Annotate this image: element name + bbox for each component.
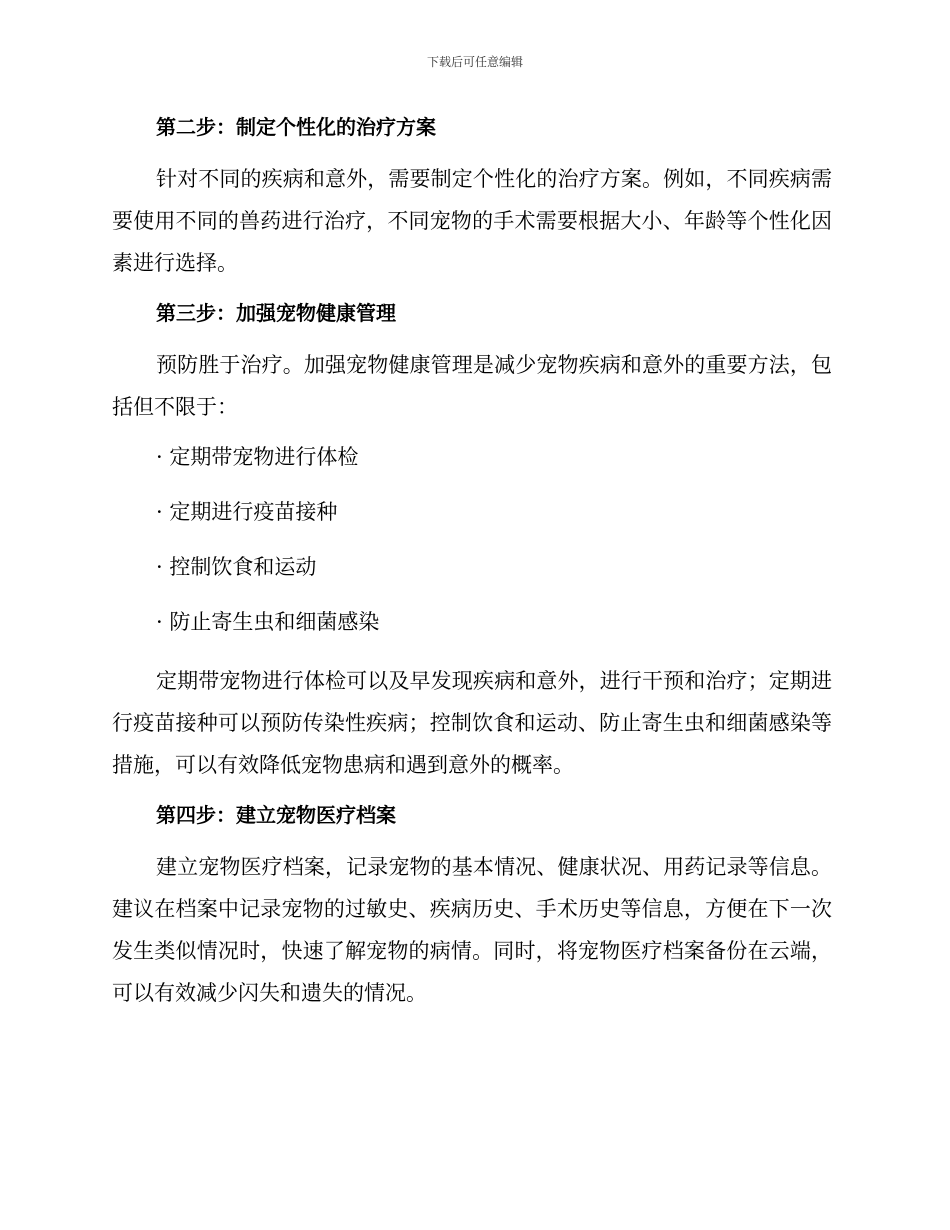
list-item: · 定期带宠物进行体检 [156, 445, 359, 469]
section-paragraph-step-3-detail: 定期带宠物进行体检可以及早发现疾病和意外，进行干预和治疗；定期进行疫苗接种可以预防传染性疾病；控制饮食和运动、防止寄生虫和细菌感染等措施，可以有效降低宠物患病和遇到意外的概率。 [112, 669, 832, 777]
list-item: · 控制饮食和运动 [156, 555, 317, 579]
list-item: · 定期进行疫苗接种 [156, 500, 338, 524]
section-paragraph-step-4: 建立宠物医疗档案，记录宠物的基本情况、健康状况、用药记录等信息。建议在档案中记录宠物的过敏史、疾病历史、手术历史等信息，方便在下一次发生类似情况时，快速了解宠物的病情。同时，将宠物医疗档案备份在云端，可以有效减少闪失和遗失的情况。 [112, 855, 832, 1005]
section-heading-step-2: 第二步：制定个性化的治疗方案 [156, 115, 436, 139]
header-note: 下载后可任意编辑 [426, 55, 523, 69]
section-heading-step-3: 第三步：加强宠物健康管理 [156, 301, 396, 325]
section-heading-step-4: 第四步：建立宠物医疗档案 [156, 803, 396, 827]
section-paragraph-step-2: 针对不同的疾病和意外，需要制定个性化的治疗方案。例如，不同疾病需要使用不同的兽药进行治疗，不同宠物的手术需要根据大小、年龄等个性化因素进行选择。 [112, 167, 832, 275]
list-item: · 防止寄生虫和细菌感染 [156, 610, 380, 634]
section-paragraph-step-3: 预防胜于治疗。加强宠物健康管理是减少宠物疾病和意外的重要方法，包括但不限于： [112, 353, 832, 419]
document-body [112, 110, 832, 1026]
